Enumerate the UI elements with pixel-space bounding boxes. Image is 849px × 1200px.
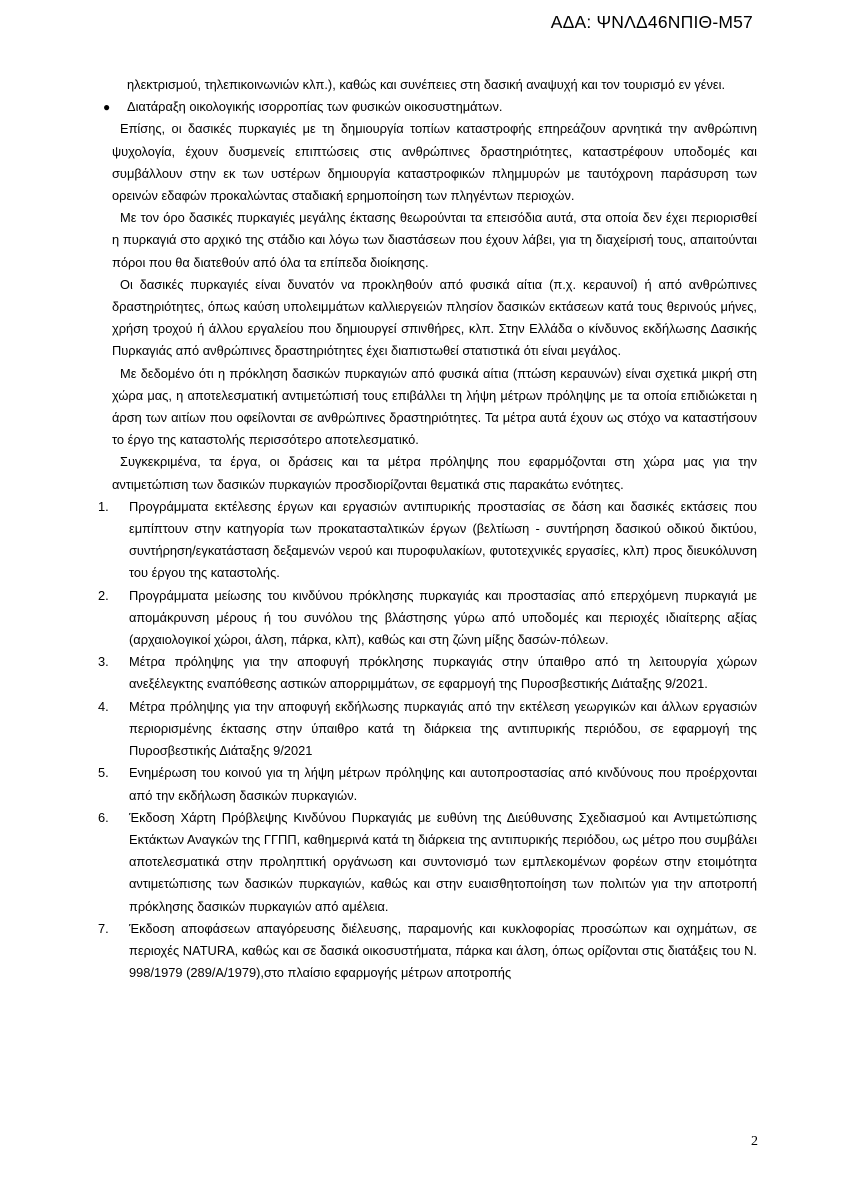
- list-item-text: Προγράμματα μείωσης του κινδύνου πρόκλησης πυρκαγιάς και προστασίας από επερχόμενη πυρκαγιά με απομάκρυνση μέρους ή του συνόλου της βλάστησης γύρω από υποδομές και περιοχές ιδιαίτερης αξίας (αρχαιολογικοί χώροι, άλση, πάρκα, κλπ), καθώς και στη ζώνη μίξης δασών-πόλεων.: [129, 587, 757, 648]
- paragraph: Με τον όρο δασικές πυρκαγιές μεγάλης έκτασης θεωρούνται τα επεισόδια αυτά, στα οποία δεν έχει περιορισθεί η πυρκαγιά στο αρχικό της στάδιο και λόγω των διαστάσεων που έχουν λάβει, για τη διαχείρισή τους, απαιτούνται πόροι που θα διατεθούν από όλα τα επίπεδα διοίκησης.: [112, 210, 757, 270]
- ada-code: ΑΔΑ: ΨΝΛΔ46ΝΠΙΘ-Μ57: [550, 12, 753, 32]
- bullet-item: [103, 96, 757, 118]
- list-item-text: Προγράμματα εκτέλεσης έργων και εργασιών αντιπυρικής προστασίας σε δάση και δασικές εκτάσεις που εμπίπτουν στην κατηγορία των προκατασταλτικών έργων (βελτίωση - συντήρηση δασικού οδικού δικτύου, συντήρηση/εγκατάσταση δεξαμενών νερού και πυροφυλακίων, φυτοτεχνικές εργασίες, κλπ) προς διευκόλυνση του έργου της καταστολής.: [129, 498, 757, 581]
- paragraph: Οι δασικές πυρκαγιές είναι δυνατόν να προκληθούν από φυσικά αίτια (π.χ. κεραυνοί) ή από ανθρώπινες δραστηριότητες, όπως καύση υπολειμμάτων καλλιεργειών πλησίον δασικών εκτάσεων κατά τους θερινούς μήνες, χρήση τροχού ή άλλου εργαλείου που δημιουργεί σπινθήρες, κλπ. Στην Ελλάδα ο κίνδυνος εκδήλωσης Δασικής Πυρκαγιάς από ανθρώπινες δραστηριότητες έχει διαπιστωθεί στατιστικά ότι είναι μεγάλος.: [112, 276, 757, 359]
- list-item-text: Ενημέρωση του κοινού για τη λήψη μέτρων πρόληψης και αυτοπροστασίας από κινδύνους που προέρχονται από την εκδήλωση δασικών πυρκαγιών.: [129, 765, 757, 803]
- list-item-text: Μέτρα πρόληψης για την αποφυγή πρόκλησης πυρκαγιάς στην ύπαιθρο από τη λειτουργία χώρων ανεξέλεγκτης εναπόθεσης αστικών απορριμμάτων, σε εφαρμογή της Πυροσβεστικής Διάταξης 9/2021.: [129, 654, 757, 692]
- list-item-text: Έκδοση Χάρτη Πρόβλεψης Κινδύνου Πυρκαγιάς με ευθύνη της Διεύθυνσης Σχεδιασμού και Αντιμετώπισης Εκτάκτων Αναγκών της ΓΓΠΠ, καθημερινά κατά τη διάρκεια της αντιπυρικής περιόδου, ως μέτρο που συμβάλει αποτελεσματικά στην προληπτική οργάνωση και συντονισμό των εμπλεκομένων φορέων στην ετοιμότητα αντιμετώπισης των δασικών πυρκαγιών, καθώς και στην ευαισθητοποίηση των πολιτών για την αποτροπή πρόκλησης δασικών πυρκαγιών από αμέλεια.: [129, 809, 757, 914]
- bullet-icon: ●: [103, 100, 111, 115]
- list-item-number: 6.: [98, 809, 109, 825]
- list-item-text: Έκδοση αποφάσεων απαγόρευσης διέλευσης, παραμονής και κυκλοφορίας προσώπων και οχημάτων, σε περιοχές NATURA, καθώς και σε δασικά οικοσυστήματα, πάρκα και άλση, όπως ορίζονται στις διατάξεις του Ν. 998/1979 (289/Α/1979),στο πλαίσιο εφαρμογής μέτρων αποτροπής: [129, 920, 757, 981]
- list-item: [98, 496, 757, 585]
- list-item-number: 2.: [98, 587, 109, 603]
- numbered-list: [98, 496, 757, 984]
- list-item: [98, 585, 757, 652]
- list-item: [98, 762, 757, 806]
- paragraph: Συγκεκριμένα, τα έργα, οι δράσεις και τα μέτρα πρόληψης που εφαρμόζονται στη χώρα μας για την αντιμετώπιση των δασικών πυρκαγιών προσδιορίζονται θεματικά στις παρακάτω ενότητες.: [112, 454, 757, 492]
- list-item-number: 4.: [98, 698, 109, 714]
- page-number: 2: [751, 1134, 758, 1149]
- list-item: [98, 807, 757, 918]
- list-item-number: 3.: [98, 654, 109, 670]
- list-item: [98, 696, 757, 763]
- bullet-text: Διατάραξη οικολογικής ισορροπίας των φυσικών οικοσυστημάτων.: [127, 99, 503, 115]
- paragraph: Με δεδομένο ότι η πρόκληση δασικών πυρκαγιών από φυσικά αίτια (πτώση κεραυνών) είναι σχετικά μικρή στη χώρα μας, η αποτελεσματική αντιμετώπισή τους επιβάλλει τη λήψη μέτρων πρόληψης με τα οποία επιδιώκεται η άρση των αιτίων που οφείλονται σε ανθρώπινες δραστηριότητες. Τα μέτρα αυτά έχουν ως στόχο να καταστήσουν το έργο της καταστολής περισσότερο αποτελεσματικό.: [112, 365, 757, 448]
- list-item: [98, 651, 757, 695]
- list-item-number: 1.: [98, 498, 109, 514]
- list-item-text: Μέτρα πρόληψης για την αποφυγή εκδήλωσης πυρκαγιάς από την εκτέλεση γεωργικών και άλλων εργασιών περιορισμένης έκτασης στην ύπαιθρο κατά τη διάρκεια της αντιπυρικής περιόδου, σε εφαρμογή της Πυροσβεστικής Διάταξης 9/2021: [129, 698, 757, 759]
- list-item: [98, 918, 757, 985]
- page-body: [98, 74, 757, 984]
- continuation-paragraph: ηλεκτρισμού, τηλεπικοινωνιών κλπ.), καθώς και συνέπειες στη δασική αναψυχή και τον τουρισμό εν γένει.: [127, 77, 726, 92]
- paragraph: Επίσης, οι δασικές πυρκαγιές με τη δημιουργία τοπίων καταστροφής επηρεάζουν αρνητικά την ανθρώπινη ψυχολογία, έχουν δυσμενείς επιπτώσεις στις ανθρώπινες δραστηριότητες, καταστρέφουν υποδομές και συμβάλλουν στην εκ των υστέρων δημιουργία καταστροφικών πλημμυρών με ταυτόχρονη παράσυρση των ορεινών εδαφών προκαλώντας σταδιακή ερημοποίηση των πληγέντων περιοχών.: [112, 121, 757, 204]
- list-item-number: 5.: [98, 765, 109, 781]
- list-item-number: 7.: [98, 920, 109, 936]
